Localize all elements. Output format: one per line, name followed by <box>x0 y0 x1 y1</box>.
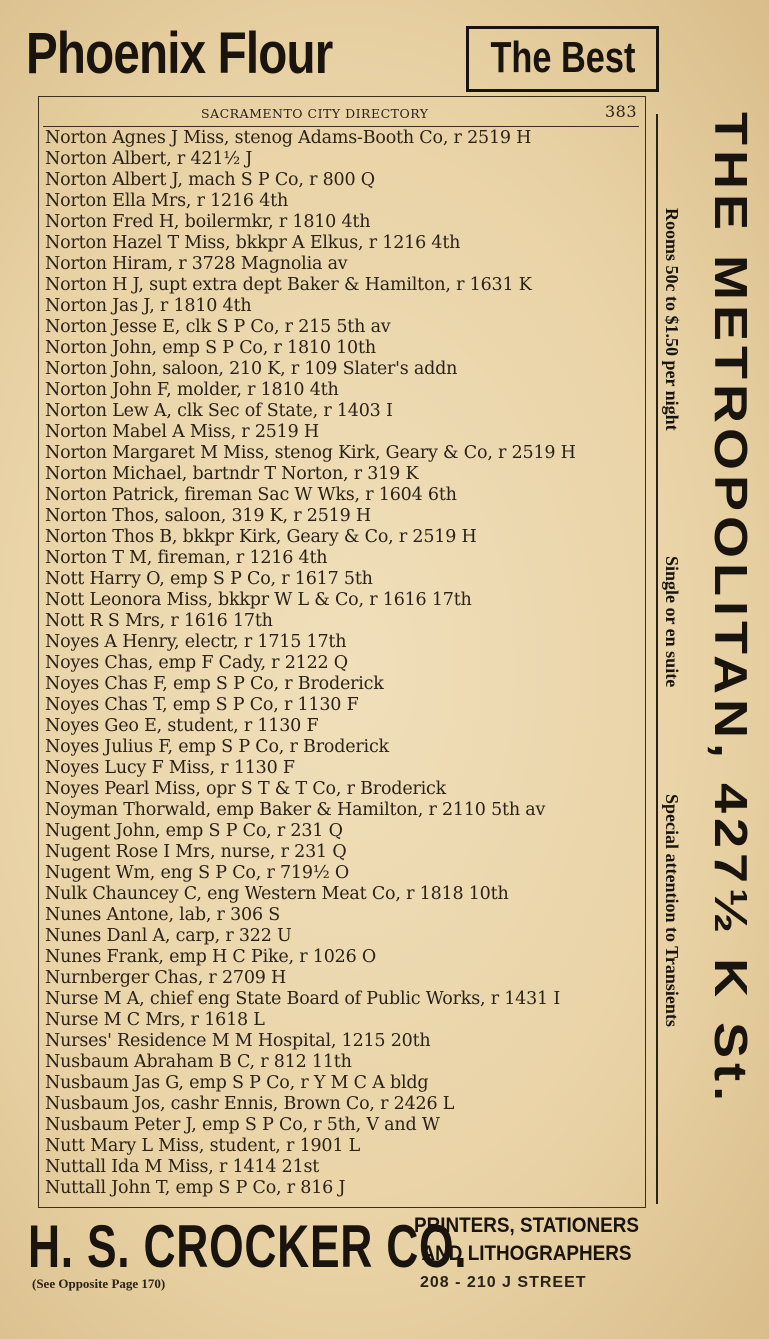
metropolitan-ad <box>648 104 762 1214</box>
directory-entry: Noyes Chas, emp F Cady, r 2122 Q <box>45 653 348 673</box>
directory-entry: Norton John F, molder, r 1810 4th <box>45 380 339 400</box>
directory-entry: Norton Patrick, fireman Sac W Wks, r 1604 6th <box>45 485 457 505</box>
directory-entry: Norton Michael, bartndr T Norton, r 319 K <box>45 464 419 484</box>
ad-divider <box>656 114 658 1204</box>
directory-entry: Nugent Wm, eng S P Co, r 719½ O <box>45 863 350 883</box>
directory-entry: Norton Agnes J Miss, stenog Adams-Booth Co, r 2519 H <box>45 128 532 148</box>
header-rule <box>43 126 639 127</box>
page-header <box>39 101 645 123</box>
ad-brand: Phoenix Flour <box>26 21 333 86</box>
page-number: 383 <box>604 102 637 121</box>
directory-entry: Nusbaum Abraham B C, r 812 11th <box>45 1052 352 1072</box>
opposite-page-note: (See Opposite Page 170) <box>32 1276 166 1291</box>
crocker-name: H. S. CROCKER CO. <box>28 1213 468 1280</box>
phoenix-flour-ad <box>24 14 664 94</box>
directory-entry: Noyman Thorwald, emp Baker & Hamilton, r 2110 5th av <box>45 800 546 820</box>
directory-entry: Nusbaum Peter J, emp S P Co, r 5th, V and W <box>45 1115 440 1135</box>
directory-entry: Norton Albert J, mach S P Co, r 800 Q <box>45 170 375 190</box>
directory-entry: Norton John, emp S P Co, r 1810 10th <box>45 338 376 358</box>
directory-entry: Nurse M A, chief eng State Board of Public Works, r 1431 I <box>45 989 561 1009</box>
directory-entry: Noyes A Henry, electr, r 1715 17th <box>45 632 347 652</box>
directory-entry: Norton John, saloon, 210 K, r 109 Slater's addn <box>45 359 458 379</box>
directory-entry: Nott Harry O, emp S P Co, r 1617 5th <box>45 569 373 589</box>
directory-entry: Norton T M, fireman, r 1216 4th <box>45 548 328 568</box>
directory-entry: Nuttall John T, emp S P Co, r 816 J <box>45 1178 346 1198</box>
crocker-ad <box>18 1208 678 1318</box>
directory-entry: Noyes Pearl Miss, opr S T & T Co, r Broderick <box>45 779 447 799</box>
directory-entry: Nunes Frank, emp H C Pike, r 1026 O <box>45 947 377 967</box>
directory-entry: Nulk Chauncey C, eng Western Meat Co, r 1818 10th <box>45 884 509 904</box>
directory-entry: Nurses' Residence M M Hospital, 1215 20th <box>45 1031 431 1051</box>
directory-entries <box>45 128 643 1199</box>
directory-entry: Norton Mabel A Miss, r 2519 H <box>45 422 319 442</box>
directory-entry: Nusbaum Jos, cashr Ennis, Brown Co, r 2426 L <box>45 1094 455 1114</box>
directory-entry: Noyes Chas F, emp S P Co, r Broderick <box>45 674 384 694</box>
directory-entry: Norton Albert, r 421½ J <box>45 149 253 169</box>
hotel-name: THE METROPOLITAN, 427½ K St. <box>705 112 756 1107</box>
directory-entry: Norton Fred H, boilermkr, r 1810 4th <box>45 212 371 232</box>
directory-entry: Nunes Antone, lab, r 306 S <box>45 905 281 925</box>
transients-note: Special attention to Transients <box>662 794 682 1027</box>
directory-entry: Nugent Rose I Mrs, nurse, r 231 Q <box>45 842 347 862</box>
directory-entry: Nugent John, emp S P Co, r 231 Q <box>45 821 343 841</box>
directory-entry: Nurse M C Mrs, r 1618 L <box>45 1010 265 1030</box>
directory-entry: Noyes Lucy F Miss, r 1130 F <box>45 758 295 778</box>
crocker-services <box>396 1212 657 1268</box>
directory-entry: Nusbaum Jas G, emp S P Co, r Y M C A bldg <box>45 1073 429 1093</box>
directory-entry: Norton Ella Mrs, r 1216 4th <box>45 191 289 211</box>
rooms-rate: Rooms 50c to $1.50 per night <box>662 208 682 431</box>
directory-entry: Norton Hiram, r 3728 Magnolia av <box>45 254 348 274</box>
directory-entry: Nutt Mary L Miss, student, r 1901 L <box>45 1136 361 1156</box>
directory-entry: Nurnberger Chas, r 2709 H <box>45 968 287 988</box>
directory-frame <box>38 96 646 1208</box>
directory-entry: Norton Thos, saloon, 319 K, r 2519 H <box>45 506 371 526</box>
directory-entry: Norton Jesse E, clk S P Co, r 215 5th av <box>45 317 391 337</box>
suite-option: Single or en suite <box>662 556 682 688</box>
directory-entry: Nuttall Ida M Miss, r 1414 21st <box>45 1157 320 1177</box>
ad-tagline: The Best <box>490 33 635 82</box>
directory-entry: Noyes Julius F, emp S P Co, r Broderick <box>45 737 389 757</box>
directory-entry: Norton Margaret M Miss, stenog Kirk, Geary & Co, r 2519 H <box>45 443 576 463</box>
directory-entry: Noyes Chas T, emp S P Co, r 1130 F <box>45 695 359 715</box>
services-line-2: AND LITHOGRAPHERS <box>421 1242 632 1265</box>
directory-title: SACRAMENTO CITY DIRECTORY <box>201 106 429 121</box>
directory-entry: Nunes Danl A, carp, r 322 U <box>45 926 292 946</box>
directory-entry: Noyes Geo E, student, r 1130 F <box>45 716 319 736</box>
services-line-1: PRINTERS, STATIONERS <box>413 1214 640 1237</box>
crocker-address: 208 - 210 J STREET <box>420 1274 587 1291</box>
directory-entry: Norton Thos B, bkkpr Kirk, Geary & Co, r 2519 H <box>45 527 477 547</box>
directory-entry: Nott Leonora Miss, bkkpr W L & Co, r 1616 17th <box>45 590 472 610</box>
directory-entry: Norton Hazel T Miss, bkkpr A Elkus, r 1216 4th <box>45 233 461 253</box>
directory-entry: Norton Lew A, clk Sec of State, r 1403 I <box>45 401 393 421</box>
ad-tagline-box <box>466 26 659 92</box>
directory-entry: Nott R S Mrs, r 1616 17th <box>45 611 273 631</box>
directory-entry: Norton Jas J, r 1810 4th <box>45 296 252 316</box>
directory-entry: Norton H J, supt extra dept Baker & Hamilton, r 1631 K <box>45 275 532 295</box>
